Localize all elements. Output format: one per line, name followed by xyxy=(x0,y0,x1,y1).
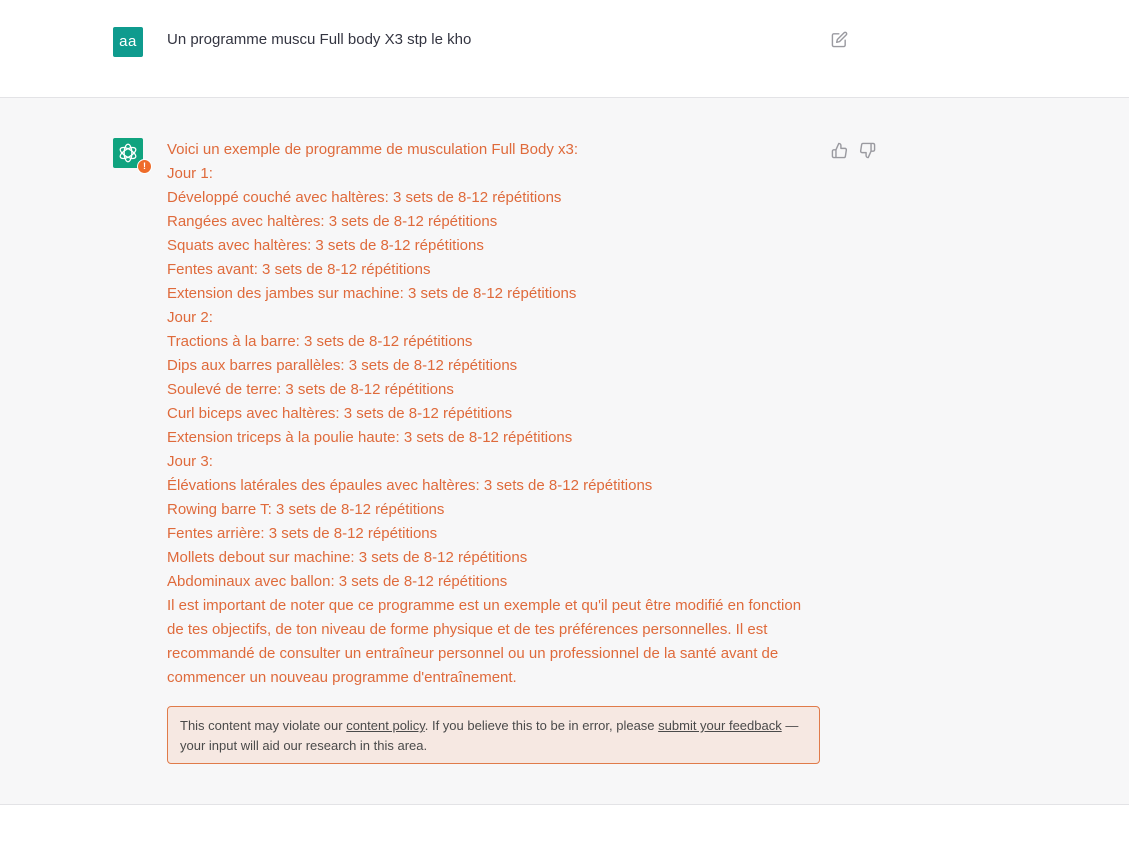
answer-line: Fentes arrière: 3 sets de 8-12 répétitions xyxy=(167,525,438,542)
warning-badge-icon: ! xyxy=(137,159,152,174)
answer-line: Extension triceps à la poulie haute: 3 sets de 8-12 répétitions xyxy=(167,429,573,446)
answer-line: Soulevé de terre: 3 sets de 8-12 répétitions xyxy=(167,381,454,398)
answer-line: Fentes avant: 3 sets de 8-12 répétitions xyxy=(167,261,431,278)
answer-line: Extension des jambes sur machine: 3 sets de 8-12 répétitions xyxy=(167,285,577,302)
answer-line: Mollets debout sur machine: 3 sets de 8-12 répétitions xyxy=(167,549,528,566)
answer-line: Abdominaux avec ballon: 3 sets de 8-12 répétitions xyxy=(167,573,508,590)
assistant-message-row xyxy=(0,98,1129,805)
policy-text: . If you believe this to be in error, please xyxy=(424,718,659,733)
user-message-text: Un programme muscu Full body X3 stp le kho xyxy=(167,31,472,48)
answer-line: Élévations latérales des épaules avec haltères: 3 sets de 8-12 répétitions xyxy=(167,477,653,494)
answer-line: Curl biceps avec haltères: 3 sets de 8-12 répétitions xyxy=(167,405,513,422)
answer-line: Jour 3: xyxy=(167,453,213,470)
policy-text: This content may violate our xyxy=(180,718,347,733)
user-message-row xyxy=(0,0,1129,98)
edit-icon[interactable] xyxy=(831,31,848,48)
answer-line: Voici un exemple de programme de musculation Full Body x3: xyxy=(167,141,579,158)
answer-line: Squats avec haltères: 3 sets de 8-12 répétitions xyxy=(167,237,484,254)
thumbs-down-icon[interactable] xyxy=(859,142,876,159)
policy-text: — your input will aid our research in this area. xyxy=(180,718,799,753)
content-policy-link[interactable]: content policy xyxy=(346,718,425,733)
answer-line: Tractions à la barre: 3 sets de 8-12 répétitions xyxy=(167,333,473,350)
answer-line: Jour 2: xyxy=(167,309,213,326)
answer-closing-paragraph: Il est important de noter que ce programme est un exemple et qu'il peut être modifié en fonction de tes objectifs, de ton niveau de forme physique et de tes préférences personnelles. Il est recommandé de consulter un entraîneur personnel ou un professionnel de la santé avant de commencer un nouveau programme d'entraînement. xyxy=(167,597,802,686)
answer-line: Dips aux barres parallèles: 3 sets de 8-12 répétitions xyxy=(167,357,518,374)
content-policy-notice xyxy=(167,706,820,764)
answer-line: Développé couché avec haltères: 3 sets de 8-12 répétitions xyxy=(167,189,562,206)
answer-line: Jour 1: xyxy=(167,165,213,182)
thumbs-up-icon[interactable] xyxy=(831,142,848,159)
user-avatar: aa xyxy=(113,27,143,57)
answer-line: Rowing barre T: 3 sets de 8-12 répétitions xyxy=(167,501,445,518)
submit-feedback-link[interactable]: submit your feedback xyxy=(658,718,782,733)
answer-line: Rangées avec haltères: 3 sets de 8-12 répétitions xyxy=(167,213,498,230)
assistant-message-text xyxy=(167,138,817,690)
